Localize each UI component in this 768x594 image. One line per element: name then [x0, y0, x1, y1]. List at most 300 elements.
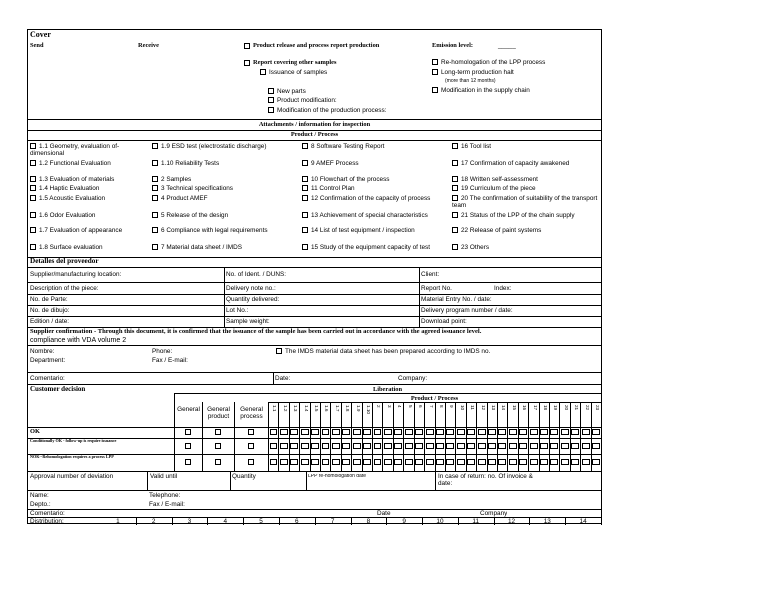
attachment-label: 17 Confirmation of capacity awakened: [461, 160, 570, 167]
decision-checkbox[interactable]: [280, 459, 288, 465]
process-mod-option[interactable]: [268, 107, 386, 114]
attachment-checkbox[interactable]: [30, 227, 36, 233]
attachment-checkbox[interactable]: [302, 244, 308, 250]
product-process-label: Product / Process: [410, 395, 459, 402]
longterm-label: Long-term production halt: [441, 69, 514, 76]
vda-text: compliance with VDA volume 2: [30, 337, 127, 344]
attachment-item[interactable]: [302, 212, 448, 219]
decision-checkbox[interactable]: [215, 459, 221, 465]
decision-checkbox[interactable]: [415, 459, 423, 465]
decision-checkbox[interactable]: [353, 429, 361, 435]
decision-checkbox[interactable]: [311, 443, 319, 449]
decision-column-header: 14: [501, 405, 507, 411]
decision-checkbox[interactable]: [426, 429, 434, 435]
decision-column-header: 1.5: [314, 405, 320, 412]
decision-column-header: 13: [490, 405, 496, 411]
process-mod-checkbox[interactable]: [268, 107, 274, 113]
attachment-item[interactable]: [152, 227, 298, 234]
attachment-item[interactable]: [452, 212, 598, 219]
attachment-checkbox[interactable]: [152, 227, 158, 233]
attachment-checkbox[interactable]: [152, 185, 158, 191]
decision-checkbox[interactable]: [185, 443, 191, 449]
attachment-checkbox[interactable]: [452, 212, 458, 218]
decision-checkbox[interactable]: [311, 459, 319, 465]
attachment-label: 16 Tool list: [461, 143, 492, 150]
attachment-checkbox[interactable]: [30, 195, 36, 201]
decision-column-header: 6: [418, 405, 424, 408]
attachment-label: 23 Others: [461, 244, 490, 251]
decision-checkbox[interactable]: [322, 429, 330, 435]
report-other-checkbox[interactable]: [244, 60, 250, 66]
attachment-label: 1.6 Odor Evaluation: [39, 212, 96, 219]
decision-checkbox[interactable]: [384, 459, 392, 465]
decision-column-header: 1.10: [366, 405, 372, 414]
attachment-item[interactable]: [152, 143, 298, 150]
attachment-item[interactable]: [302, 160, 448, 167]
report-other-label: Report covering other samples: [253, 59, 337, 66]
attachment-item[interactable]: [152, 244, 298, 251]
attachment-item[interactable]: [30, 160, 148, 167]
decision-checkbox[interactable]: [215, 429, 221, 435]
download-point-label: Download point:: [421, 318, 467, 325]
issuance-checkbox[interactable]: [260, 69, 266, 75]
decision-checkbox[interactable]: [405, 429, 413, 435]
decision-checkbox[interactable]: [571, 443, 579, 449]
decision-checkbox[interactable]: [353, 459, 361, 465]
valid-until-label: Valid until: [150, 473, 178, 480]
attachment-checkbox[interactable]: [452, 244, 458, 250]
distribution-number: 11: [472, 518, 480, 525]
new-parts-label: New parts: [277, 88, 306, 95]
decision-checkbox[interactable]: [446, 459, 454, 465]
attachment-checkbox[interactable]: [452, 185, 458, 191]
decision-checkbox[interactable]: [446, 429, 454, 435]
telephone-label: Telephone:: [149, 492, 181, 499]
decision-checkbox[interactable]: [301, 443, 309, 449]
decision-column-header: 1.6: [324, 405, 330, 412]
attachment-label: 1.2 Functional Evaluation: [39, 160, 111, 167]
decision-checkbox[interactable]: [540, 459, 548, 465]
decision-checkbox[interactable]: [530, 459, 538, 465]
decision-checkbox[interactable]: [363, 429, 371, 435]
attachment-label: 1.7 Evaluation of appearance: [39, 227, 123, 234]
decision-checkbox[interactable]: [332, 459, 340, 465]
decision-column-header: 1.3: [293, 405, 299, 412]
index-label: Index:: [494, 285, 512, 292]
decision-checkbox[interactable]: [270, 429, 278, 435]
decision-checkbox[interactable]: [405, 443, 413, 449]
attachment-checkbox[interactable]: [302, 227, 308, 233]
decision-checkbox[interactable]: [488, 459, 496, 465]
attachment-label: 1.1 Geometry, evaluation of-dimensional: [30, 143, 120, 158]
footer-date-label: Date: [377, 510, 391, 517]
attachment-checkbox[interactable]: [302, 160, 308, 166]
attachment-checkbox[interactable]: [30, 244, 36, 250]
longterm-option[interactable]: [432, 69, 514, 76]
decision-column-header: 3: [386, 405, 392, 408]
decision-checkbox[interactable]: [436, 429, 444, 435]
longterm-checkbox[interactable]: [432, 69, 438, 75]
decision-checkbox[interactable]: [478, 459, 486, 465]
attachment-item[interactable]: [302, 176, 448, 183]
nombre-label: Nombre:: [30, 348, 55, 355]
decision-checkbox[interactable]: [215, 443, 221, 449]
attachment-checkbox[interactable]: [152, 244, 158, 250]
decision-checkbox[interactable]: [185, 459, 191, 465]
decision-column-header: 7: [428, 405, 434, 408]
decision-row-label: NOK--Rehomologation requires a process LPP: [30, 455, 114, 459]
attachment-checkbox[interactable]: [30, 212, 36, 218]
material-entry-label: Material Entry No. / date:: [421, 296, 492, 303]
decision-checkbox[interactable]: [519, 459, 527, 465]
attachment-item[interactable]: [152, 160, 298, 167]
attachment-label: 8 Software Testing Report: [311, 143, 385, 150]
attachment-item[interactable]: [302, 227, 448, 234]
new-parts-checkbox[interactable]: [268, 88, 274, 94]
decision-checkbox[interactable]: [561, 443, 569, 449]
attachment-item[interactable]: [152, 212, 298, 219]
product-mod-label: Product modification:: [277, 97, 337, 104]
decision-checkbox[interactable]: [498, 429, 506, 435]
company-label: Company:: [398, 375, 428, 382]
attachment-label: 3 Technical specifications: [161, 185, 233, 192]
decision-column-header: 1.1: [272, 405, 278, 412]
distribution-number: 10: [436, 518, 444, 525]
name-label: Name:: [30, 492, 49, 499]
attachment-checkbox[interactable]: [302, 176, 308, 182]
distribution-label: Distribution:: [30, 518, 64, 525]
distribution-number: 14: [579, 518, 587, 525]
decision-checkbox[interactable]: [436, 459, 444, 465]
attachment-item[interactable]: [452, 227, 598, 234]
decision-checkbox[interactable]: [394, 429, 402, 435]
decision-checkbox[interactable]: [467, 459, 475, 465]
decision-checkbox[interactable]: [280, 429, 288, 435]
decision-checkbox[interactable]: [342, 459, 350, 465]
date-label: Date:: [275, 375, 291, 382]
quantity-label: Quantity: [232, 473, 256, 480]
decision-checkbox[interactable]: [550, 459, 558, 465]
imds-option[interactable]: [276, 348, 490, 355]
client-label: Client:: [421, 271, 440, 278]
decision-column-header: 1.2: [282, 405, 288, 412]
attachment-label: 22 Release of paint systems: [461, 227, 542, 234]
decision-checkbox[interactable]: [332, 429, 340, 435]
decision-checkbox[interactable]: [248, 459, 254, 465]
decision-checkbox[interactable]: [426, 459, 434, 465]
attachment-checkbox[interactable]: [452, 195, 458, 201]
decision-checkbox[interactable]: [426, 443, 434, 449]
decision-checkbox[interactable]: [467, 429, 475, 435]
cover-title: Cover: [30, 30, 51, 39]
decision-checkbox[interactable]: [582, 459, 590, 465]
attachment-item[interactable]: [452, 244, 598, 251]
decision-checkbox[interactable]: [592, 429, 600, 435]
attachments-subtitle: Product / Process: [290, 131, 339, 138]
liberation-label: Liberation: [372, 386, 403, 393]
product-mod-checkbox[interactable]: [268, 97, 274, 103]
attachment-item[interactable]: [152, 195, 298, 202]
decision-checkbox[interactable]: [280, 443, 288, 449]
delivery-note-label: Delivery note no.:: [226, 285, 276, 292]
decision-checkbox[interactable]: [561, 459, 569, 465]
decision-checkbox[interactable]: [322, 443, 330, 449]
decision-checkbox[interactable]: [436, 443, 444, 449]
distribution-number: 5: [259, 518, 263, 525]
decision-checkbox[interactable]: [374, 443, 382, 449]
decision-checkbox[interactable]: [519, 443, 527, 449]
attachment-checkbox[interactable]: [152, 212, 158, 218]
attachment-item[interactable]: [452, 176, 598, 183]
decision-checkbox[interactable]: [571, 429, 579, 435]
decision-column-header: 20: [563, 405, 569, 411]
decision-column-header: 19: [553, 405, 559, 411]
attachment-item[interactable]: [452, 195, 598, 209]
attachment-label: 5 Release of the design: [161, 212, 229, 219]
decision-checkbox[interactable]: [457, 443, 465, 449]
decision-column-header: 1.7: [334, 405, 340, 412]
attachment-label: 1.4 Haptic Evaluation: [39, 185, 100, 192]
decision-checkbox[interactable]: [353, 443, 361, 449]
qty-label: Quantity delivered:: [226, 296, 280, 303]
attachment-checkbox[interactable]: [452, 143, 458, 149]
decision-checkbox[interactable]: [498, 459, 506, 465]
attachment-label: 21 Status of the LPP of the chain supply: [461, 212, 575, 219]
attachment-label: 1.9 ESD test (electrostatic discharge): [161, 143, 267, 150]
receive-label: Receive: [138, 42, 159, 49]
supply-chain-label: Modification in the supply chain: [441, 87, 530, 94]
attachment-checkbox[interactable]: [452, 227, 458, 233]
return-label: In case of return: no. Of invoice & date:: [438, 473, 533, 488]
release-option[interactable]: [244, 42, 379, 49]
edition-label: Edition / date:: [30, 318, 70, 325]
product-mod-option[interactable]: [268, 97, 337, 104]
attachment-label: 1.3 Evaluation of materials: [39, 176, 115, 183]
attachment-checkbox[interactable]: [30, 160, 36, 166]
decision-checkbox[interactable]: [550, 443, 558, 449]
attachment-label: 9 AMEF Process: [311, 160, 359, 167]
decision-checkbox[interactable]: [415, 443, 423, 449]
attachment-checkbox[interactable]: [152, 176, 158, 182]
decision-column-header: 2: [376, 405, 382, 408]
lot-no-label: Lot No.:: [226, 307, 249, 314]
decision-checkbox[interactable]: [394, 443, 402, 449]
decision-checkbox[interactable]: [582, 443, 590, 449]
attachment-item[interactable]: [452, 160, 598, 167]
attachment-item[interactable]: [302, 143, 448, 150]
rehomolog-option[interactable]: [432, 59, 545, 66]
distribution-number: 2: [151, 518, 156, 525]
attachment-item[interactable]: [30, 176, 148, 183]
attachment-item[interactable]: [152, 176, 298, 183]
decision-column-header: 11: [470, 405, 476, 410]
decision-column-header: 18: [542, 405, 548, 411]
decision-checkbox[interactable]: [405, 459, 413, 465]
supply-chain-checkbox[interactable]: [432, 87, 438, 93]
attachment-label: 11 Control Plan: [311, 185, 355, 192]
decision-checkbox[interactable]: [185, 429, 191, 435]
supply-chain-option[interactable]: [432, 87, 530, 94]
attachment-item[interactable]: [30, 195, 148, 202]
attachment-item[interactable]: [30, 185, 148, 192]
decision-checkbox[interactable]: [290, 443, 298, 449]
attachment-item[interactable]: [30, 212, 148, 219]
decision-checkbox[interactable]: [509, 443, 517, 449]
decision-column-header: 21: [574, 405, 580, 411]
distribution-number: 3: [187, 518, 192, 525]
report-other-option[interactable]: [244, 59, 336, 66]
attachment-item[interactable]: [452, 143, 598, 150]
attachment-item[interactable]: [30, 143, 148, 157]
attachment-item[interactable]: [30, 227, 148, 234]
attachment-item[interactable]: [302, 244, 448, 251]
decision-checkbox[interactable]: [342, 443, 350, 449]
decision-checkbox[interactable]: [571, 459, 579, 465]
decision-header-general-process: General process: [240, 406, 263, 421]
release-label: Product release and process report production: [253, 42, 380, 49]
new-parts-option[interactable]: [268, 88, 306, 95]
decision-checkbox[interactable]: [301, 459, 309, 465]
decision-checkbox[interactable]: [592, 443, 600, 449]
decision-checkbox[interactable]: [290, 459, 298, 465]
emission-level-field[interactable]: _____: [498, 42, 516, 49]
sample-weight-label: Sample weight:: [226, 318, 270, 325]
decision-checkbox[interactable]: [530, 429, 538, 435]
distribution-number: 8: [366, 518, 371, 525]
decision-checkbox[interactable]: [519, 429, 527, 435]
attachment-checkbox[interactable]: [302, 143, 308, 149]
attachment-item[interactable]: [302, 195, 448, 202]
decision-checkbox[interactable]: [488, 443, 496, 449]
attachment-item[interactable]: [30, 244, 148, 251]
distribution-number: 6: [295, 518, 299, 525]
attachment-checkbox[interactable]: [152, 195, 158, 201]
decision-checkbox[interactable]: [342, 429, 350, 435]
decision-checkbox[interactable]: [592, 459, 600, 465]
decision-checkbox[interactable]: [478, 429, 486, 435]
rehomolog-checkbox[interactable]: [432, 59, 438, 65]
decision-checkbox[interactable]: [374, 459, 382, 465]
decision-checkbox[interactable]: [498, 443, 506, 449]
attachment-checkbox[interactable]: [302, 185, 308, 191]
attachment-checkbox[interactable]: [152, 143, 158, 149]
attachment-checkbox[interactable]: [452, 160, 458, 166]
decision-checkbox[interactable]: [561, 429, 569, 435]
decision-checkbox[interactable]: [540, 443, 548, 449]
attachment-label: 2 Samples: [161, 176, 192, 183]
report-no-label: Report No.: [421, 285, 452, 292]
decision-checkbox[interactable]: [363, 459, 371, 465]
decision-title: Customer decision: [30, 385, 86, 393]
decision-column-header: 9: [449, 405, 455, 408]
decision-row-label: Conditionally OK - follow-up is require issuance: [30, 439, 117, 443]
attachment-label: 1.10 Reliability Tests: [161, 160, 220, 167]
decision-checkbox[interactable]: [478, 443, 486, 449]
distribution-number: 1: [116, 518, 120, 525]
attachment-label: 1.8 Surface evaluation: [39, 244, 103, 251]
decision-checkbox[interactable]: [290, 429, 298, 435]
attachment-checkbox[interactable]: [302, 195, 308, 201]
decision-checkbox[interactable]: [467, 443, 475, 449]
attachment-checkbox[interactable]: [452, 176, 458, 182]
decision-checkbox[interactable]: [582, 429, 590, 435]
attachment-item[interactable]: [302, 185, 448, 192]
decision-checkbox[interactable]: [270, 459, 278, 465]
send-label: Send: [30, 42, 44, 49]
attachment-label: 13 Achievement of special characteristics: [311, 212, 428, 219]
decision-column-header: 5: [407, 405, 413, 408]
attachment-label: 7 Material data sheet / IMDS: [161, 244, 242, 251]
delivery-program-label: Delivery program number / date:: [421, 307, 513, 314]
attachment-item[interactable]: [452, 185, 598, 192]
decision-checkbox[interactable]: [311, 429, 319, 435]
imds-checkbox[interactable]: [276, 348, 282, 354]
issuance-label: Issuance of samples: [269, 69, 328, 76]
decision-checkbox[interactable]: [301, 429, 309, 435]
attachment-item[interactable]: [152, 185, 298, 192]
attachment-label: 1.5 Acoustic Evaluation: [39, 195, 106, 202]
decision-checkbox[interactable]: [394, 459, 402, 465]
attachment-checkbox[interactable]: [30, 143, 36, 149]
decision-column-header: 23: [595, 405, 600, 411]
attachment-checkbox[interactable]: [30, 185, 36, 191]
department-label: Department:: [30, 357, 66, 364]
decision-checkbox[interactable]: [457, 459, 465, 465]
attachment-checkbox[interactable]: [152, 160, 158, 166]
distribution-number: 12: [507, 518, 516, 525]
decision-checkbox[interactable]: [509, 429, 517, 435]
decision-column-header: 16: [522, 405, 528, 411]
decision-checkbox[interactable]: [270, 443, 278, 449]
decision-checkbox[interactable]: [457, 429, 465, 435]
distribution-number: 4: [223, 518, 228, 525]
attachments-title: Attachments / information for inspection: [258, 121, 371, 128]
decision-column-header: 12: [480, 405, 486, 411]
decision-checkbox[interactable]: [332, 443, 340, 449]
issuance-option[interactable]: [260, 69, 327, 76]
description-label: Description of the piece:: [30, 285, 99, 292]
footer-company-label: Company: [480, 510, 508, 517]
attachment-checkbox[interactable]: [302, 212, 308, 218]
decision-checkbox[interactable]: [530, 443, 538, 449]
longterm-note: (more than 12 months): [445, 78, 496, 84]
decision-checkbox[interactable]: [550, 429, 558, 435]
decision-checkbox[interactable]: [384, 443, 392, 449]
decision-column-header: 15: [511, 405, 517, 411]
decision-checkbox[interactable]: [384, 429, 392, 435]
decision-header-general-product: General product: [207, 406, 230, 421]
decision-column-header: 1.8: [345, 405, 351, 412]
decision-header-general: General: [177, 406, 200, 413]
decision-checkbox[interactable]: [363, 443, 371, 449]
emission-level-label: Emission level:: [432, 42, 474, 49]
decision-checkbox[interactable]: [322, 459, 330, 465]
decision-column-header: 22: [584, 405, 590, 411]
phone-label: Phone:: [152, 348, 173, 355]
decision-checkbox[interactable]: [509, 459, 517, 465]
decision-checkbox[interactable]: [248, 443, 254, 449]
decision-checkbox[interactable]: [374, 429, 382, 435]
decision-checkbox[interactable]: [488, 429, 496, 435]
decision-checkbox[interactable]: [415, 429, 423, 435]
decision-checkbox[interactable]: [446, 443, 454, 449]
decision-checkbox[interactable]: [540, 429, 548, 435]
decision-column-header: 8: [438, 405, 444, 408]
decision-checkbox[interactable]: [248, 429, 254, 435]
attachment-checkbox[interactable]: [30, 176, 36, 182]
form-frame: [27, 29, 602, 524]
release-checkbox[interactable]: [244, 43, 250, 49]
